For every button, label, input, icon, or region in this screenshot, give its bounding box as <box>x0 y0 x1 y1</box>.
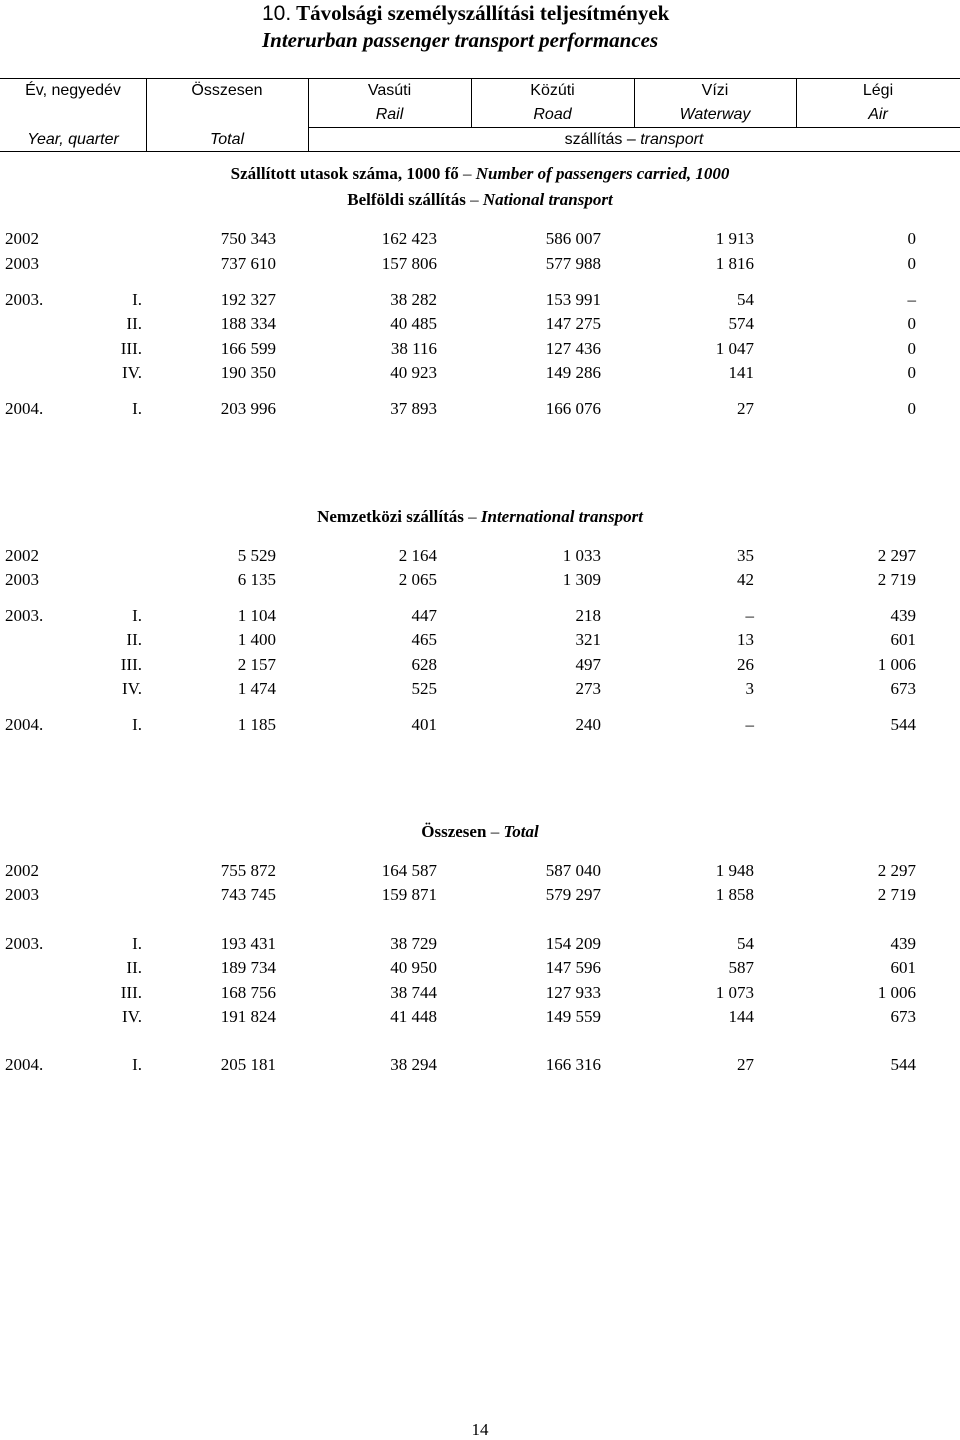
table-row <box>0 1054 960 1076</box>
cell-total: 189 734 <box>220 958 276 977</box>
cell-air: 601 <box>890 630 916 649</box>
section-hu: Nemzetközi szállítás <box>317 507 464 526</box>
cell-total: 205 181 <box>220 1055 276 1074</box>
cell-road: 147 275 <box>545 314 601 333</box>
cell-total: 750 343 <box>220 229 276 248</box>
cell-road: 127 436 <box>545 339 601 358</box>
cell-water: 3 <box>745 679 754 698</box>
cell-air: 0 <box>907 339 916 358</box>
cell-road: 153 991 <box>545 290 601 309</box>
table-row <box>0 313 960 335</box>
table-subtitle: Szállított utasok száma, 1000 fő – Number of passengers carried, 1000 <box>230 164 730 183</box>
page-title <box>262 0 669 53</box>
cell-rail: 40 485 <box>390 314 437 333</box>
cell-total: 191 824 <box>220 1007 276 1026</box>
cell-rail: 40 950 <box>390 958 437 977</box>
title-hu <box>262 0 669 27</box>
cell-water: 141 <box>728 363 754 382</box>
section-hu: Összesen <box>421 822 487 841</box>
table-row <box>0 289 960 311</box>
cell-total: 193 431 <box>220 934 276 953</box>
table-row <box>0 982 960 1004</box>
cell-total: 743 745 <box>220 885 276 904</box>
cell-rail: 38 744 <box>390 983 437 1002</box>
cell-quarter: III. <box>120 983 142 1002</box>
header-top-rule <box>0 78 960 79</box>
cell-quarter: IV. <box>122 363 142 382</box>
cell-quarter: II. <box>126 630 142 649</box>
cell-water: 42 <box>737 570 754 589</box>
cell-total: 192 327 <box>220 290 276 309</box>
cell-total: 5 529 <box>237 546 276 565</box>
cell-road: 149 559 <box>545 1007 601 1026</box>
cell-air: 2 719 <box>877 885 916 904</box>
cell-rail: 159 871 <box>381 885 437 904</box>
cell-road: 321 <box>575 630 601 649</box>
table-row <box>0 654 960 676</box>
cell-road: 1 309 <box>562 570 601 589</box>
cell-total: 755 872 <box>220 861 276 880</box>
cell-water: 13 <box>737 630 754 649</box>
table-row <box>0 253 960 275</box>
cell-quarter: IV. <box>122 679 142 698</box>
table-row <box>0 957 960 979</box>
cell-air: 2 297 <box>877 861 916 880</box>
header-rail-en: Rail <box>375 106 404 123</box>
cell-road: 166 316 <box>545 1055 601 1074</box>
cell-road: 166 076 <box>545 399 601 418</box>
header-air-en: Air <box>868 106 888 123</box>
cell-year: 2002 <box>5 861 39 880</box>
cell-rail: 157 806 <box>381 254 437 273</box>
cell-total: 2 157 <box>237 655 276 674</box>
table-row <box>0 884 960 906</box>
cell-quarter: I. <box>132 399 142 418</box>
cell-year: 2002 <box>5 546 39 565</box>
cell-air: 1 006 <box>877 655 916 674</box>
cell-total: 168 756 <box>220 983 276 1002</box>
header-transport-en: transport <box>640 131 704 148</box>
title-hu-text: Távolsági személyszállítási teljesítmények <box>296 1 670 25</box>
cell-air: 0 <box>907 254 916 273</box>
cell-road: 240 <box>575 715 601 734</box>
table-row <box>0 714 960 736</box>
table-row <box>0 933 960 955</box>
cell-quarter: I. <box>132 715 142 734</box>
cell-air: 0 <box>907 399 916 418</box>
cell-road: 577 988 <box>545 254 601 273</box>
cell-road: 154 209 <box>545 934 601 953</box>
cell-air: 544 <box>890 1055 916 1074</box>
cell-road: 497 <box>575 655 601 674</box>
cell-year: 2003. <box>5 606 44 625</box>
table-row <box>0 545 960 567</box>
section-en: International transport <box>480 507 643 526</box>
cell-quarter: IV. <box>122 1007 142 1026</box>
cell-air: 439 <box>890 934 916 953</box>
header-transport-hu: szállítás <box>564 131 623 148</box>
cell-water: 35 <box>737 546 754 565</box>
cell-year: 2004. <box>5 715 44 734</box>
cell-total: 190 350 <box>220 363 276 382</box>
cell-road: 586 007 <box>545 229 601 248</box>
cell-water: 1 913 <box>715 229 754 248</box>
cell-road: 587 040 <box>545 861 601 880</box>
cell-quarter: III. <box>120 655 142 674</box>
cell-water: 26 <box>737 655 754 674</box>
cell-quarter: I. <box>132 1055 142 1074</box>
cell-water: 27 <box>737 1055 754 1074</box>
header-rail-hu: Vasúti <box>367 82 412 99</box>
cell-water: 54 <box>737 290 754 309</box>
cell-year: 2002 <box>5 229 39 248</box>
cell-water: – <box>745 715 754 734</box>
cell-road: 147 596 <box>545 958 601 977</box>
header-air-hu: Légi <box>862 82 894 99</box>
table-row <box>0 605 960 627</box>
header-road-en: Road <box>533 106 572 123</box>
header-water-en: Waterway <box>679 106 751 123</box>
cell-water: 1 047 <box>715 339 754 358</box>
cell-total: 1 474 <box>237 679 276 698</box>
cell-quarter: III. <box>120 339 142 358</box>
cell-rail: 2 065 <box>398 570 437 589</box>
cell-air: 2 297 <box>877 546 916 565</box>
cell-quarter: II. <box>126 314 142 333</box>
cell-total: 1 400 <box>237 630 276 649</box>
cell-quarter: I. <box>132 290 142 309</box>
cell-quarter: II. <box>126 958 142 977</box>
cell-total: 166 599 <box>220 339 276 358</box>
cell-water: 1 073 <box>715 983 754 1002</box>
cell-water: 587 <box>728 958 754 977</box>
section-heading-national: Belföldi szállítás – National transport <box>347 190 613 209</box>
cell-year: 2003. <box>5 290 44 309</box>
header-total-en: Total <box>209 131 245 148</box>
subtitle-hu: Szállított utasok száma, 1000 fő <box>230 164 459 183</box>
cell-rail: 447 <box>411 606 437 625</box>
table-row <box>0 569 960 591</box>
header-road-hu: Közúti <box>530 82 575 99</box>
cell-air: 439 <box>890 606 916 625</box>
cell-rail: 37 893 <box>390 399 437 418</box>
cell-year: 2004. <box>5 1055 44 1074</box>
cell-rail: 401 <box>411 715 437 734</box>
section-en: Total <box>503 822 539 841</box>
cell-water: 27 <box>737 399 754 418</box>
header-bottom-rule <box>0 151 960 152</box>
cell-road: 218 <box>575 606 601 625</box>
cell-year: 2003 <box>5 570 39 589</box>
cell-total: 203 996 <box>220 399 276 418</box>
header-year-hu: Év, negyedév <box>25 82 121 99</box>
cell-rail: 38 116 <box>390 339 437 358</box>
cell-total: 1 185 <box>237 715 276 734</box>
title-en: Interurban passenger transport performances <box>262 28 659 52</box>
cell-year: 2004. <box>5 399 44 418</box>
cell-air: – <box>907 290 916 309</box>
cell-rail: 162 423 <box>381 229 437 248</box>
cell-quarter: I. <box>132 934 142 953</box>
cell-year: 2003 <box>5 254 39 273</box>
page-number: 14 <box>471 1420 489 1439</box>
cell-rail: 41 448 <box>390 1007 437 1026</box>
header-year-en: Year, quarter <box>27 131 119 148</box>
cell-water: 1 858 <box>715 885 754 904</box>
cell-rail: 38 294 <box>390 1055 437 1074</box>
cell-air: 544 <box>890 715 916 734</box>
cell-water: 1 948 <box>715 861 754 880</box>
table-header <box>0 78 960 152</box>
cell-water: 54 <box>737 934 754 953</box>
cell-total: 188 334 <box>220 314 276 333</box>
cell-rail: 465 <box>411 630 437 649</box>
section-en: National transport <box>482 190 613 209</box>
header-transport: szállítás – transport <box>564 131 704 148</box>
cell-rail: 628 <box>411 655 437 674</box>
cell-water: 574 <box>728 314 754 333</box>
section-heading-international: Nemzetközi szállítás – International transport <box>317 507 643 526</box>
cell-water: 1 816 <box>715 254 754 273</box>
table-row <box>0 398 960 420</box>
cell-air: 673 <box>890 1007 916 1026</box>
table-row <box>0 362 960 384</box>
cell-air: 2 719 <box>877 570 916 589</box>
cell-quarter: I. <box>132 606 142 625</box>
cell-air: 0 <box>907 229 916 248</box>
table-row <box>0 1006 960 1028</box>
cell-air: 0 <box>907 314 916 333</box>
subtitle-en: Number of passengers carried, 1000 <box>475 164 730 183</box>
table-row <box>0 629 960 651</box>
cell-total: 1 104 <box>237 606 276 625</box>
cell-road: 149 286 <box>545 363 601 382</box>
cell-road: 273 <box>575 679 601 698</box>
section-heading-total: Összesen – Total <box>421 822 539 841</box>
table-row <box>0 860 960 882</box>
table-row <box>0 678 960 700</box>
table-row <box>0 338 960 360</box>
header-water-hu: Vízi <box>701 82 729 99</box>
cell-total: 737 610 <box>220 254 276 273</box>
cell-rail: 525 <box>411 679 437 698</box>
cell-total: 6 135 <box>237 570 276 589</box>
cell-road: 127 933 <box>545 983 601 1002</box>
cell-rail: 38 282 <box>390 290 437 309</box>
cell-air: 1 006 <box>877 983 916 1002</box>
title-number: 10. <box>262 2 292 25</box>
cell-water: 144 <box>728 1007 754 1026</box>
header-total-hu: Összesen <box>191 82 263 99</box>
cell-road: 579 297 <box>545 885 601 904</box>
cell-year: 2003 <box>5 885 39 904</box>
cell-water: – <box>745 606 754 625</box>
section-hu: Belföldi szállítás <box>347 190 466 209</box>
table-row <box>0 228 960 250</box>
cell-rail: 2 164 <box>398 546 437 565</box>
cell-rail: 40 923 <box>390 363 437 382</box>
cell-air: 673 <box>890 679 916 698</box>
cell-road: 1 033 <box>562 546 601 565</box>
cell-rail: 164 587 <box>381 861 437 880</box>
cell-air: 0 <box>907 363 916 382</box>
cell-air: 601 <box>890 958 916 977</box>
cell-year: 2003. <box>5 934 44 953</box>
cell-rail: 38 729 <box>390 934 437 953</box>
